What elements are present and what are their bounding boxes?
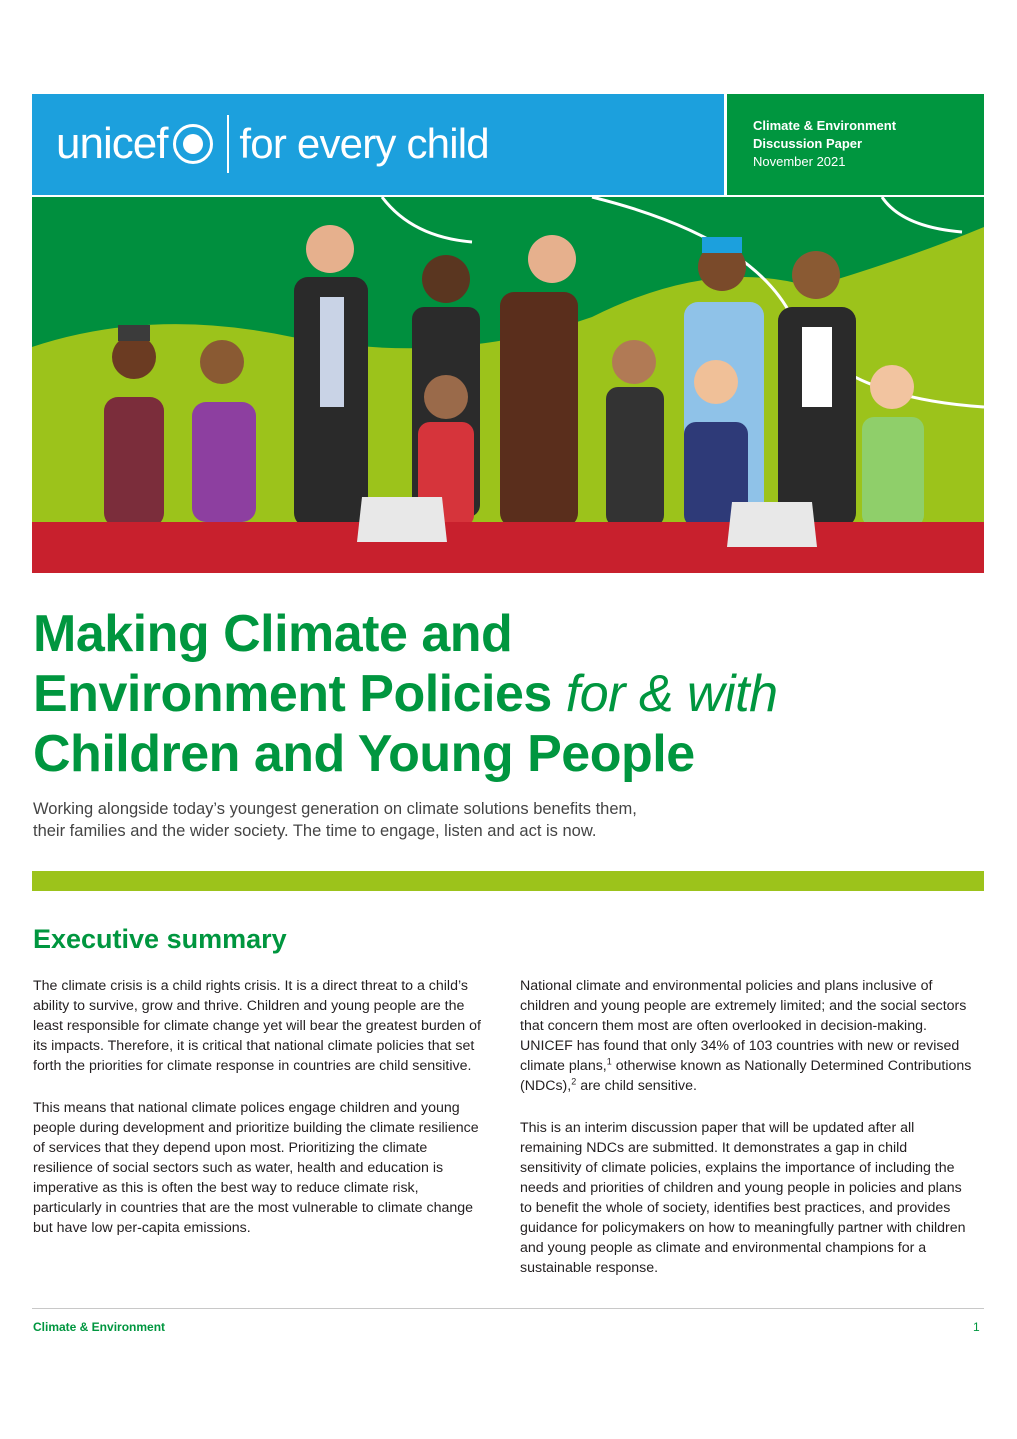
subtitle-line-2: their families and the wider society. The time to engage, listen and act is now. — [33, 822, 597, 840]
footer-section-name: Climate & Environment — [33, 1320, 166, 1334]
paragraph: The climate crisis is a child rights crisis. It is a direct threat to a child’s ability to survive, grow and thrive. Children and young people are the least responsible for climate change yet will bear the greatest burden of its impacts. Therefore, it is critical that national climate policies that set forth the priorities for climate response in countries are child sensitive. — [33, 978, 481, 1074]
title-line-1: Making Climate and — [33, 605, 513, 663]
title-line-2 — [33, 664, 983, 724]
logo-tagline: for every child — [239, 120, 489, 167]
series-type: Discussion Paper — [753, 136, 863, 151]
title-line-3: Children and Young People — [33, 725, 695, 783]
paragraph: This is an interim discussion paper that will be updated after all remaining NDCs are submitted. It demonstrates a gap in child sensitivity of climate policies, explains the importance of including the needs and priorities of children and young people in policies and plans to benefit the whole of society, identifies best practices, and provides guidance for policymakers on how to meaningfully partner with children and young people as climate and environmental champions for a sustainable response. — [520, 1120, 966, 1276]
unicef-globe-icon — [173, 124, 213, 164]
body-column-left — [33, 976, 485, 1260]
paragraph: National climate and environmental policies and plans inclusive of children and young people are extremely limited; and the social sectors that concern them most are often overlooked in decision-making. UNICEF has found that only 34% of 103 countries with new or revised climate plans,$^1$ otherwise known as Nationally Determined Contributions (NDCs),$^2$ are child sensitive. — [520, 978, 972, 1094]
subtitle — [33, 798, 793, 842]
body-column-right — [520, 976, 972, 1300]
footnote-ref[interactable]: 1 — [606, 1056, 612, 1067]
footnote-ref[interactable]: 2 — [571, 1076, 577, 1087]
cover-illustration — [32, 197, 984, 573]
table — [32, 522, 984, 573]
page-number: 1 — [973, 1320, 980, 1334]
series-name: Climate & Environment — [753, 118, 897, 133]
page-title — [33, 604, 983, 784]
series-box — [727, 94, 984, 195]
publication-date: November 2021 — [753, 154, 846, 169]
laptop-right — [727, 502, 817, 547]
title-line-2-bold: Environment Policies — [33, 665, 552, 723]
subtitle-line-1: Working alongside today’s youngest generation on climate solutions benefits them, — [33, 800, 637, 818]
footer-divider — [32, 1308, 984, 1309]
title-line-2-italic: for & with — [565, 665, 778, 723]
section-divider-bar — [32, 871, 984, 891]
logo-wordmark: unicef — [56, 119, 168, 168]
unicef-logo — [56, 114, 489, 174]
logo-divider — [227, 115, 229, 173]
paragraph: This means that national climate polices engage children and young people during development and prioritize building the climate resilience of services that they depend upon most. Prioritizing the climate resilience of social sectors such as water, health and education is imperative as this is often the best way to reduce climate risk, particularly in countries that are the most vulnerable to climate change but have low per-capita emissions. — [33, 1100, 479, 1236]
laptop-left — [357, 497, 447, 542]
section-heading: Executive summary — [33, 924, 287, 954]
